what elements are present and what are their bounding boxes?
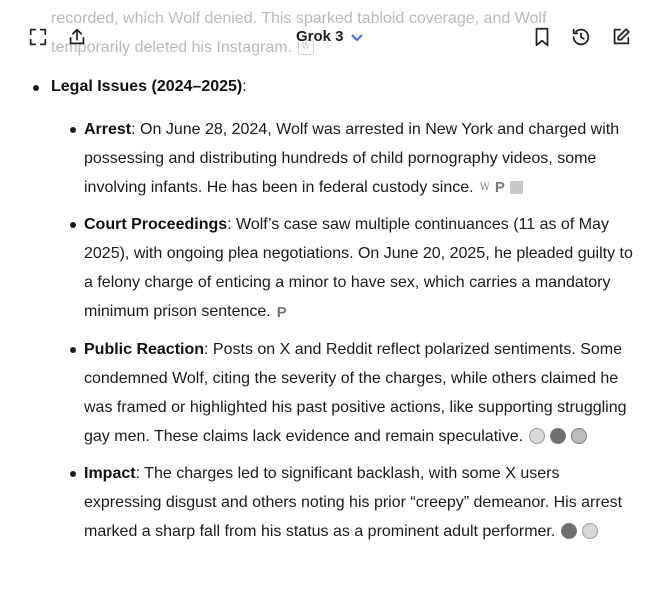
p-icon[interactable]: P — [276, 303, 287, 321]
expand-icon[interactable] — [23, 22, 53, 52]
item-text: : On June 28, 2024, Wolf was arrested in New York and charged with possessing and distributing hundreds of child pornography videos, some involving infants. He has been in federal custody since. — [84, 121, 620, 196]
list-item-impact — [0, 459, 650, 546]
edit-icon[interactable] — [606, 22, 636, 52]
item-label: Court Proceedings — [84, 216, 228, 234]
list-item-arrest — [0, 115, 650, 202]
avatar-icon[interactable] — [550, 428, 566, 444]
section-colon: : — [242, 78, 247, 95]
response-content — [0, 72, 650, 546]
item-label: Arrest — [84, 121, 132, 138]
chevron-down-icon — [350, 30, 364, 44]
source-icons — [480, 173, 523, 202]
list-item-court-proceedings — [0, 210, 650, 326]
bullet — [33, 85, 39, 91]
source-icons — [529, 428, 587, 444]
avatar-icon[interactable] — [582, 523, 598, 539]
bullet — [70, 471, 76, 477]
wikipedia-icon[interactable]: W — [298, 40, 314, 55]
faded-line-1: recorded, which Wolf denied. This sparked tabloid coverage, and Wolf — [51, 10, 547, 27]
avatar-icon[interactable] — [571, 428, 587, 444]
model-label: Grok 3 — [296, 28, 344, 45]
bookmark-icon[interactable] — [527, 22, 557, 52]
item-text: : Wolf’s case saw multiple continuances (11 as of May 2025), with ongoing plea negotiations. On June 20, 2025, he pleaded guilty to a felony charge of enticing a minor to have sex, which carries a mandatory minimum prison sentence. — [84, 216, 633, 321]
share-icon[interactable] — [62, 22, 92, 52]
history-icon[interactable] — [566, 22, 596, 52]
item-text: : The charges led to significant backlash, with some X users expressing disgust and others noting his prior “creepy” demeanor. His arrest marked a sharp fall from his status as a prominent adult performer. — [84, 464, 623, 540]
grey-square-icon[interactable] — [510, 181, 523, 194]
source-icons — [277, 298, 287, 327]
bullet — [70, 347, 76, 353]
wikipedia-icon[interactable]: W — [479, 182, 490, 194]
model-selector[interactable] — [296, 28, 364, 45]
faded-line-2: temporarily deleted his Instagram. — [51, 39, 292, 56]
bullet — [70, 222, 76, 228]
section-heading: Legal Issues (2024–2025) — [51, 78, 243, 95]
list-item-legal-issues — [0, 72, 650, 104]
item-label: Impact — [84, 464, 136, 482]
top-toolbar — [0, 20, 650, 56]
list-item-public-reaction — [0, 335, 650, 451]
reddit-icon[interactable] — [529, 428, 545, 444]
source-icons — [561, 523, 598, 539]
item-text: : Posts on X and Reddit reflect polarized sentiments. Some condemned Wolf, citing the severity of the charges, while others claimed he was framed or highlighted his past positive actions, like supporting struggling gay men. These claims lack evidence and remain speculative. — [84, 340, 627, 445]
p-icon[interactable]: P — [494, 179, 505, 197]
bullet — [70, 127, 76, 133]
item-label: Public Reaction — [84, 340, 205, 358]
avatar-icon[interactable] — [561, 523, 577, 539]
